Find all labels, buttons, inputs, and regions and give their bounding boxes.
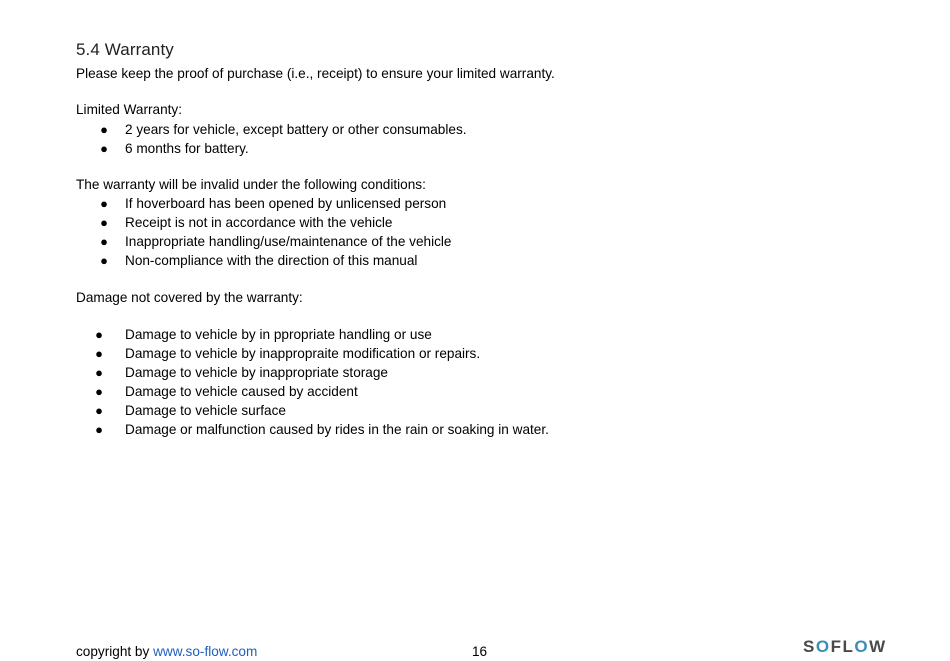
- bullet-icon: ●: [95, 384, 103, 399]
- list-item-text: Receipt is not in accordance with the vehicle: [125, 215, 393, 230]
- soflow-logo: [803, 637, 887, 657]
- copyright-text: copyright by: [76, 644, 154, 659]
- logo-text: O: [815, 637, 831, 656]
- bullet-icon: ●: [100, 122, 108, 137]
- website-link[interactable]: www.so-flow.com: [153, 644, 258, 659]
- list-item-text: Damage to vehicle caused by accident: [125, 384, 358, 399]
- bullet-icon: ●: [100, 141, 108, 156]
- list-item-text: If hoverboard has been opened by unlicensed person: [125, 196, 447, 211]
- logo-text: W: [869, 637, 887, 656]
- list-item-text: 2 years for vehicle, except battery or other consumables.: [125, 122, 467, 137]
- list-item-text: Damage or malfunction caused by rides in the rain or soaking in water.: [125, 422, 549, 437]
- list-item-text: Damage to vehicle by inappropriate storage: [125, 365, 388, 380]
- bullet-icon: ●: [95, 403, 103, 418]
- section-heading: 5.4 Warranty: [76, 40, 174, 59]
- bullet-icon: ●: [100, 196, 108, 211]
- bullet-icon: ●: [100, 234, 108, 249]
- page-number: 16: [472, 644, 488, 659]
- list-item-text: Damage to vehicle by inappropraite modification or repairs.: [125, 346, 481, 361]
- bullet-icon: ●: [95, 365, 103, 380]
- list-item-text: 6 months for battery.: [125, 141, 249, 156]
- logo-text: S: [803, 637, 816, 656]
- logo-text: FL: [830, 637, 855, 656]
- invalid-conditions-title: The warranty will be invalid under the following conditions:: [76, 177, 426, 192]
- bullet-icon: ●: [100, 215, 108, 230]
- bullet-icon: ●: [100, 253, 108, 268]
- logo-text: O: [854, 637, 870, 656]
- list-item-text: Inappropriate handling/use/maintenance of the vehicle: [125, 234, 452, 249]
- bullet-icon: ●: [95, 346, 103, 361]
- intro-text: Please keep the proof of purchase (i.e., receipt) to ensure your limited warranty.: [76, 66, 555, 81]
- limited-warranty-title: Limited Warranty:: [76, 102, 183, 117]
- bullet-icon: ●: [95, 422, 103, 437]
- list-item-text: Damage to vehicle surface: [125, 403, 286, 418]
- list-item-text: Damage to vehicle by in ppropriate handling or use: [125, 327, 432, 342]
- bullet-icon: ●: [95, 327, 103, 342]
- footer-copyright: [76, 643, 257, 661]
- list-item-text: Non-compliance with the direction of this manual: [125, 253, 418, 268]
- damage-not-covered-title: Damage not covered by the warranty:: [76, 290, 303, 305]
